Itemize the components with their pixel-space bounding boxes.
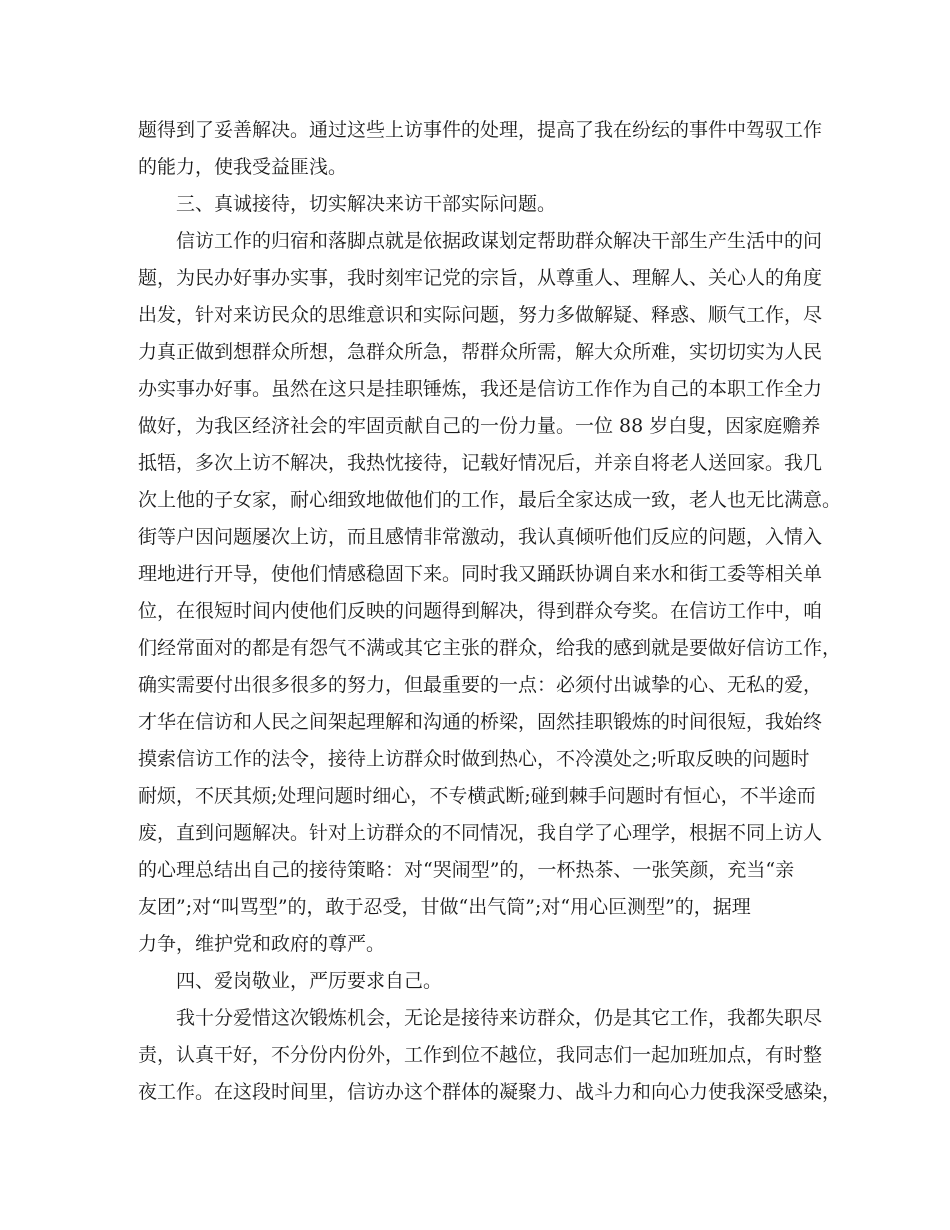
text-line: 题，为民办好事办实事，我时刻牢记党的宗旨，从尊重人、理解人、关心人的角度 xyxy=(138,267,823,289)
text-line: 力真正做到想群众所想，急群众所急，帮群众所需，解大众所难，实切切实为人民 xyxy=(138,341,823,363)
text-line: 确实需要付出很多很多的努力，但最重要的一点：必须付出诚挚的心、无私的爱， xyxy=(138,674,823,696)
document-body xyxy=(138,112,842,1111)
text-line: 办实事办好事。虽然在这只是挂职锤炼，我还是信访工作作为自己的本职工作全力 xyxy=(138,378,823,400)
text-line: 街等户因问题屡次上访，而且感情非常激动，我认真倾听他们反应的问题，入情入 xyxy=(138,526,823,548)
text-line: 题得到了妥善解决。通过这些上访事件的处理，提高了我在纷纭的事件中驾驭工作 xyxy=(138,119,823,141)
text-line: 才华在信访和人民之间架起理解和沟通的桥梁，固然挂职锻炼的时间很短，我始终 xyxy=(138,711,823,733)
text-line: 信访工作的归宿和落脚点就是依据政谋划定帮助群众解决干部生产生活中的问 xyxy=(176,230,823,252)
text-line: 友团”;对“叫骂型”的，敢于忍受，甘做“出气筒”;对“用心叵测型”的，据理 xyxy=(138,896,751,918)
text-line: 责，认真干好，不分份内份外，工作到位不越位，我同志们一起加班加点，有时整 xyxy=(138,1044,823,1066)
text-line: 做好，为我区经济社会的牢固贡献自己的一份力量。一位 88 岁白叟，因家庭赡养 xyxy=(138,415,821,437)
text-line: 抵牾，多次上访不解决，我热忱接待，记载好情况后，并亲自将老人送回家。我几 xyxy=(138,452,823,474)
text-line: 三、真诚接待，切实解决来访干部实际问题。 xyxy=(176,193,557,215)
text-line: 力争，维护党和政府的尊严。 xyxy=(138,933,386,955)
text-line: 的能力，使我受益匪浅。 xyxy=(138,156,348,178)
text-line: 的心理总结出自己的接待策略：对“哭闹型”的，一杯热茶、一张笑颜，充当“亲 xyxy=(138,859,795,881)
text-line: 位，在很短时间内使他们反映的问题得到解决，得到群众夸奖。在信访工作中，咱 xyxy=(138,600,823,622)
text-line: 出发，针对来访民众的思维意识和实际问题，努力多做解疑、释惑、顺气工作，尽 xyxy=(138,304,823,326)
text-line: 耐烦，不厌其烦;处理问题时细心，不专横武断;碰到棘手问题时有恒心，不半途而 xyxy=(138,785,816,807)
text-line: 夜工作。在这段时间里，信访办这个群体的凝聚力、战斗力和向心力使我深受感染， xyxy=(138,1081,842,1103)
text-line: 理地进行开导，使他们情感稳固下来。同时我又踊跃协调自来水和街工委等相关单 xyxy=(138,563,823,585)
text-line: 们经常面对的都是有怨气不满或其它主张的群众，给我的感到就是要做好信访工作， xyxy=(138,637,842,659)
text-line: 四、爱岗敬业，严厉要求自己。 xyxy=(176,970,443,992)
text-line: 废，直到问题解决。针对上访群众的不同情况，我自学了心理学，根据不同上访人 xyxy=(138,822,823,844)
text-line: 摸索信访工作的法令，接待上访群众时做到热心，不冷漠处之;听取反映的问题时 xyxy=(138,748,810,770)
text-line: 我十分爱惜这次锻炼机会，无论是接待来访群众，仍是其它工作，我都失职尽 xyxy=(176,1007,823,1029)
text-line: 次上他的子女家，耐心细致地做他们的工作，最后全家达成一致，老人也无比满意。 xyxy=(138,489,842,511)
